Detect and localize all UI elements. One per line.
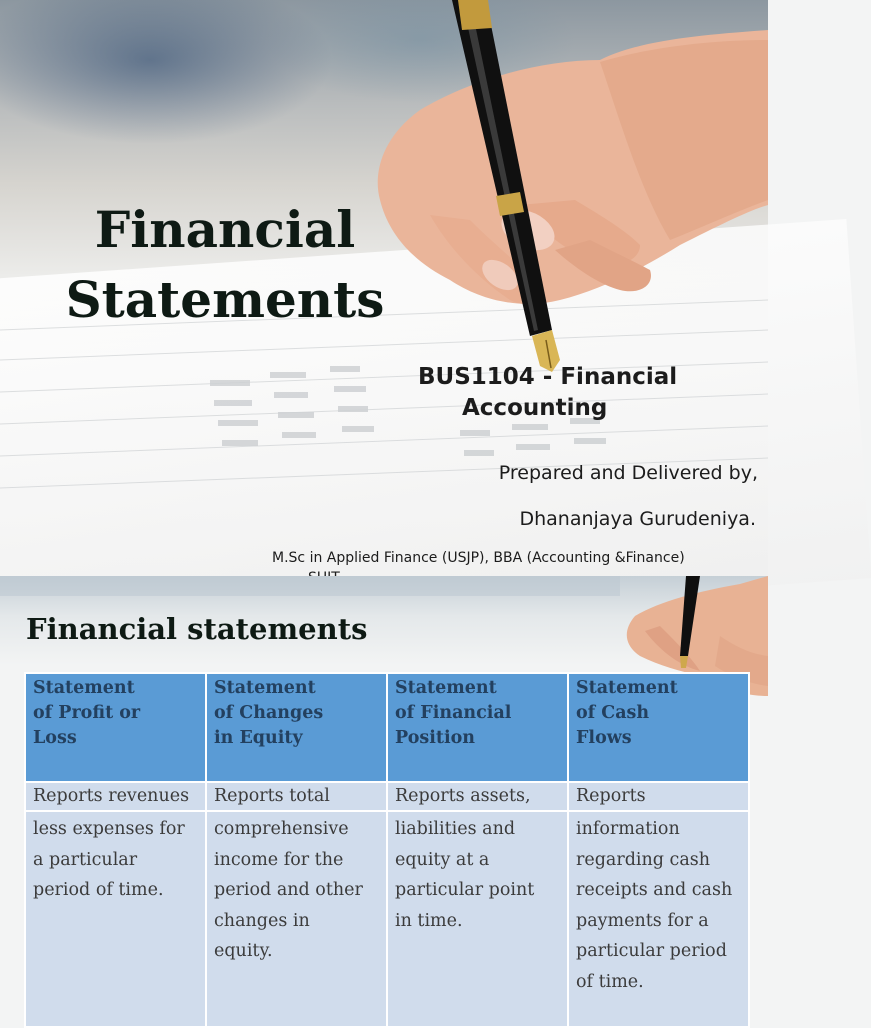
header-line: in Equity	[214, 728, 303, 748]
header-line: of Profit or	[33, 703, 141, 723]
cell-line: particular point	[395, 880, 535, 900]
table-row	[25, 782, 749, 811]
title-line-2: Statements	[65, 270, 385, 329]
title-slide	[0, 0, 768, 576]
table-cell	[387, 811, 568, 1027]
presentation-title	[60, 195, 390, 335]
header-line: of Changes	[214, 703, 324, 723]
table-cell: Reports total	[206, 782, 387, 811]
table-header-row	[25, 673, 749, 782]
header-line: Position	[395, 728, 475, 748]
cell-line: receipts and cash	[576, 880, 733, 900]
header-profit-or-loss	[25, 673, 206, 782]
prepared-by-label: Prepared and Delivered by,	[498, 462, 758, 484]
table-cell: Reports assets,	[387, 782, 568, 811]
header-changes-in-equity	[206, 673, 387, 782]
title-line-1: Financial	[94, 200, 356, 259]
cell-line: payments for a	[576, 910, 709, 931]
header-line: Statement	[576, 678, 678, 698]
cell-line: liabilities and	[395, 819, 516, 839]
course-line-1: BUS1104 - Financial	[418, 364, 678, 390]
cell-line: changes in	[214, 910, 310, 931]
qualifications-line-1: M.Sc in Applied Finance (USJP), BBA (Accounting &Finance)	[272, 550, 685, 566]
header-line: of Financial	[395, 703, 512, 723]
header-line: of Cash	[576, 703, 650, 723]
cell-line: information	[576, 819, 680, 839]
cell-line: equity at a	[395, 849, 490, 870]
table-cell: Reports revenues	[25, 782, 206, 811]
course-line-2: Accounting	[462, 395, 608, 421]
table-cell	[206, 811, 387, 1027]
table-cell: Reports	[568, 782, 749, 811]
cell-line: period and other	[214, 880, 363, 900]
cell-line: particular period	[576, 941, 727, 961]
financial-statements-table	[24, 672, 750, 1028]
cell-line: regarding cash	[576, 849, 711, 870]
table-cell	[568, 811, 749, 1027]
header-line: Statement	[33, 678, 135, 698]
cell-line: less expenses for	[33, 819, 185, 839]
cell-line: equity.	[214, 941, 273, 961]
header-line: Statement	[214, 678, 316, 698]
slide-title: Financial statements	[26, 612, 368, 646]
cell-line: in time.	[395, 910, 463, 931]
table-row	[25, 811, 749, 1027]
table-cell	[25, 811, 206, 1027]
author-name: Dhananjaya Gurudeniya.	[519, 508, 756, 530]
header-line: Statement	[395, 678, 497, 698]
header-line: Loss	[33, 728, 77, 748]
cell-line: a particular	[33, 849, 138, 870]
cell-line: period of time.	[33, 880, 164, 900]
cell-line: comprehensive	[214, 819, 349, 839]
cell-line: income for the	[214, 849, 344, 870]
cell-line: of time.	[576, 971, 644, 992]
financial-statements-slide	[0, 576, 768, 1024]
header-financial-position	[387, 673, 568, 782]
header-cash-flows	[568, 673, 749, 782]
header-line: Flows	[576, 728, 632, 748]
course-name	[418, 362, 748, 424]
